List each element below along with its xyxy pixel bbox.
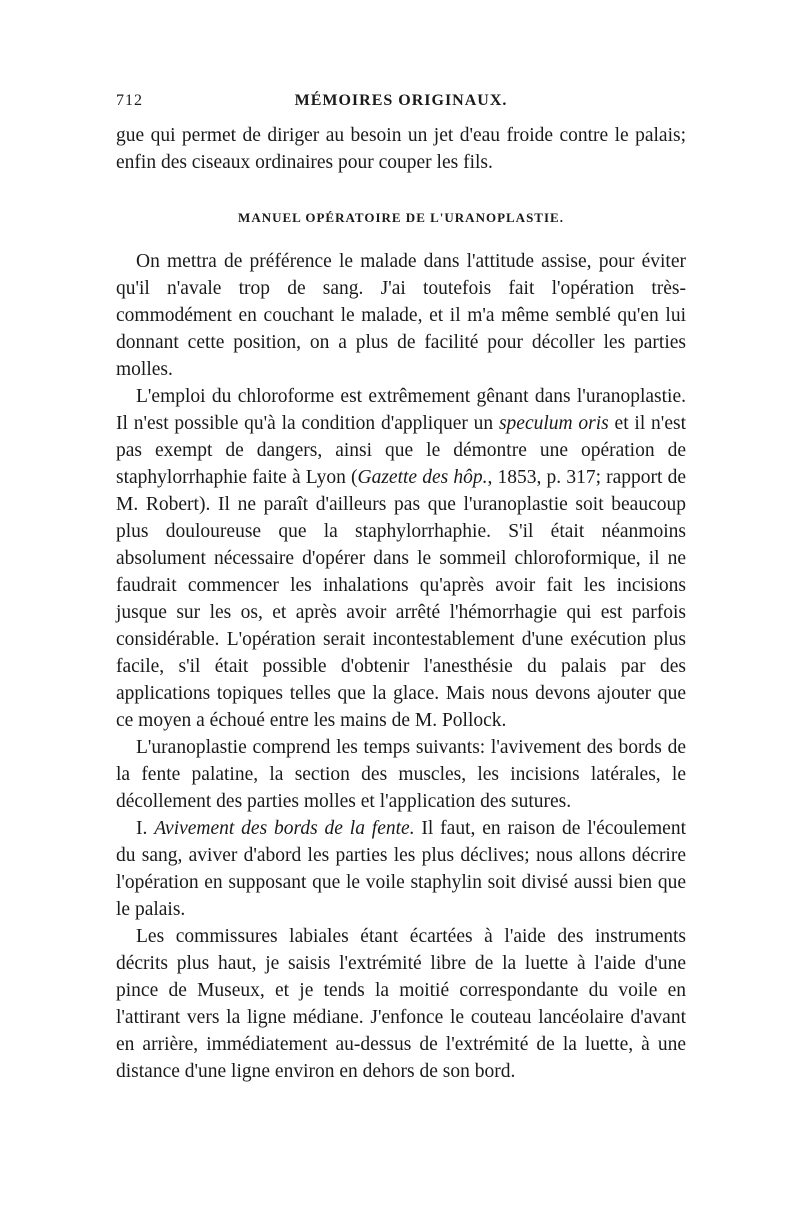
- step-title: Avivement des bords de la fente.: [154, 818, 415, 839]
- running-title: MÉMOIRES ORIGINAUX.: [294, 92, 508, 109]
- paragraph-commissures: Les commissures labiales étant écartées à l'aide des instruments décrits plus haut, je saisis l'extrémité libre de la luette à l'aide d'une pince de Museux, et je tends la moitié correspondante du voile en l'attirant vers la ligne médiane. J'enfonce le couteau lancéolaire d'avant en arrière, immédiatement au-dessus de l'extrémité de la luette, à une distance d'une ligne environ en dehors de son bord.: [116, 926, 686, 1082]
- paragraph-chloroform-text-a: L'emploi du chloroforme est extrêmement gênant dans l'uranoplastie. Il n'est possible qu'à la condition d'appliquer un: [116, 386, 686, 434]
- continuation-paragraph: gue qui permet de diriger au besoin un jet d'eau froide contre le palais; enfin des ciseaux ordinaires pour couper les fils.: [116, 125, 686, 173]
- paragraph-avivement: [116, 815, 686, 923]
- section-heading: MANUEL OPÉRATOIRE DE L'URANOPLASTIE.: [238, 210, 564, 225]
- step-number: I.: [136, 818, 155, 839]
- paragraph-chloroform-text-c: , 1853, p. 317; rapport de M. Robert). Il ne paraît d'ailleurs pas que l'uranoplastie soit beaucoup plus douloureuse que la staphylorrhaphie. S'il était néanmoins absolument nécessaire d'opérer dans le sommeil chloroformique, il ne faudrait commencer les inhalations qu'après avoir fait les incisions jusque sur les os, et après avoir arrêté l'hémorrhagie qui est parfois considérable. L'opération serait incontestablement d'une exécution plus facile, s'il était possible d'obtenir l'anesthésie du palais par des applications topiques telles que la glace. Mais nous devons ajouter que ce moyen a échoué entre les mains de M. Pollock.: [116, 467, 686, 731]
- speculum-oris-term: speculum oris: [498, 413, 609, 434]
- paragraph-chloroform: [116, 383, 686, 734]
- paragraph-avivement-text: Il faut, en raison de l'écoulement du sang, aviver d'abord les parties les plus déclives; nous allons décrire l'opération en supposant que le voile staphylin soit divisé aussi bien que le palais.: [116, 818, 687, 920]
- paragraph-steps: L'uranoplastie comprend les temps suivants: l'avivement des bords de la fente palatine, la section des muscles, les incisions latérales, le décollement des parties molles et l'application des sutures.: [116, 737, 686, 812]
- book-page: [116, 92, 686, 1085]
- running-head: [116, 92, 686, 122]
- page-number: 712: [116, 92, 143, 109]
- gazette-citation: Gazette des hôp.: [357, 467, 488, 488]
- paragraph-position: On mettra de préférence le malade dans l'attitude assise, pour éviter qu'il n'avale trop de sang. J'ai toutefois fait l'opération très-commodément en couchant le malade, et il m'a même semblé qu'en lui donnant cette position, on a plus de facilité pour décoller les parties molles.: [116, 251, 686, 380]
- paragraph-chloroform-text-b: et il n'est pas exempt de dangers, ainsi que le démontre une opération de staphylorrhaphie faite à Lyon (: [116, 413, 686, 488]
